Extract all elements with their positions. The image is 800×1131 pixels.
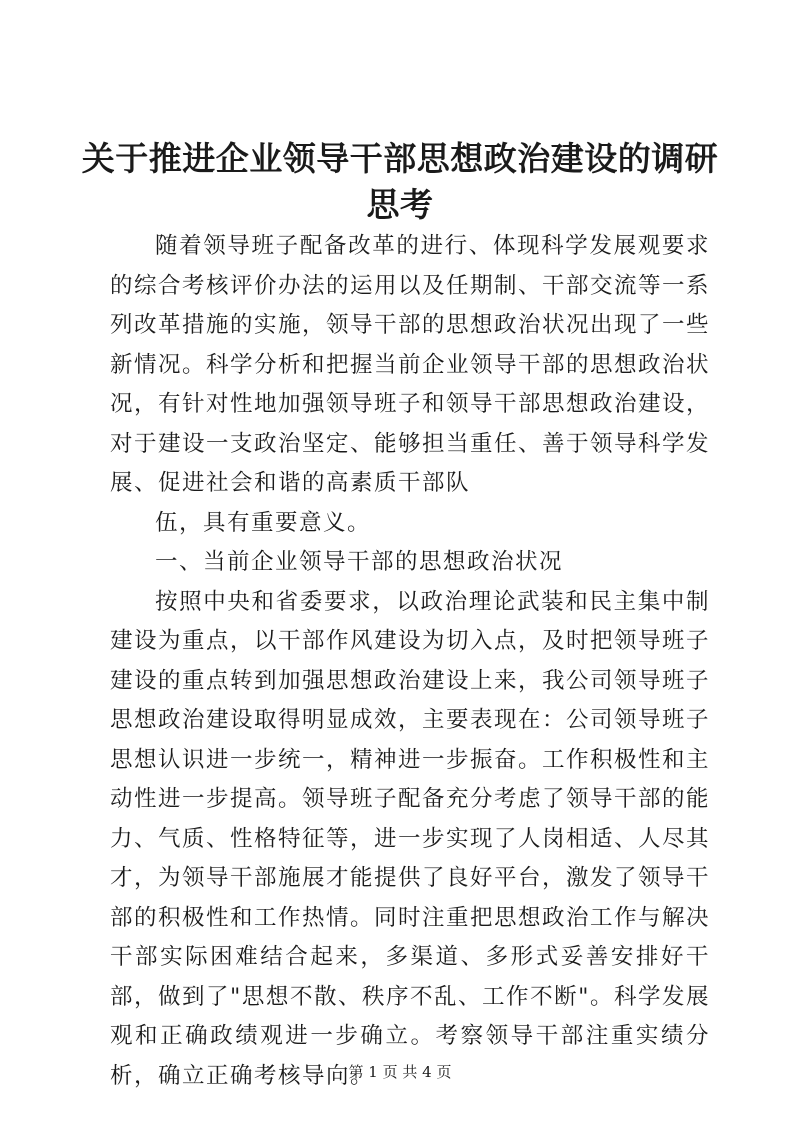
section-heading-1: 一、当前企业领导干部的思想政治状况 — [155, 549, 564, 575]
paragraph-intro: 随着领导班子配备改革的进行、体现科学发展观要求的综合考核评价办法的运用以及任期制、干部交流等一系列改革措施的实施，领导干部的思想政治状况出现了一些新情况。科学分析和把握当前企业领导干部的思想政治状况，有针对性地加强领导班子和领导干部思想政治建设，对于建设一支政治坚定、能够担当重任、善于领导科学发展、促进社会和谐的高素质干部队 — [110, 233, 711, 496]
document-body — [110, 227, 710, 1096]
paragraph-section-1: 按照中央和省委要求，以政治理论武装和民主集中制建设为重点，以干部作风建设为切入点，及时把领导班子建设的重点转到加强思想政治建设上来，我公司领导班子思想政治建设取得明显成效，主要表现在：公司领导班子思想认识进一步统一，精神进一步振奋。工作积极性和主动性进一步提高。领导班子配备充分考虑了领导干部的能力、气质、性格特征等，进一步实现了人岗相适、人尽其才，为领导干部施展才能提供了良好平台，激发了领导干部的积极性和工作热情。同时注重把思想政治工作与解决干部实际困难结合起来，多渠道、多形式妥善安排好干部，做到了"思想不散、秩序不乱、工作不断"。科学发展观和正确政绩观进一步确立。考察领导干部注重实绩分析，确立正确考核导向。 — [110, 588, 711, 1089]
page-number-footer: 第 1 页 共 4 页 — [348, 1063, 452, 1081]
document-title: 关于推进企业领导干部思想政治建设的调研思考 — [81, 139, 719, 224]
paragraph-intro-continued: 伍，具有重要意义。 — [155, 509, 372, 536]
